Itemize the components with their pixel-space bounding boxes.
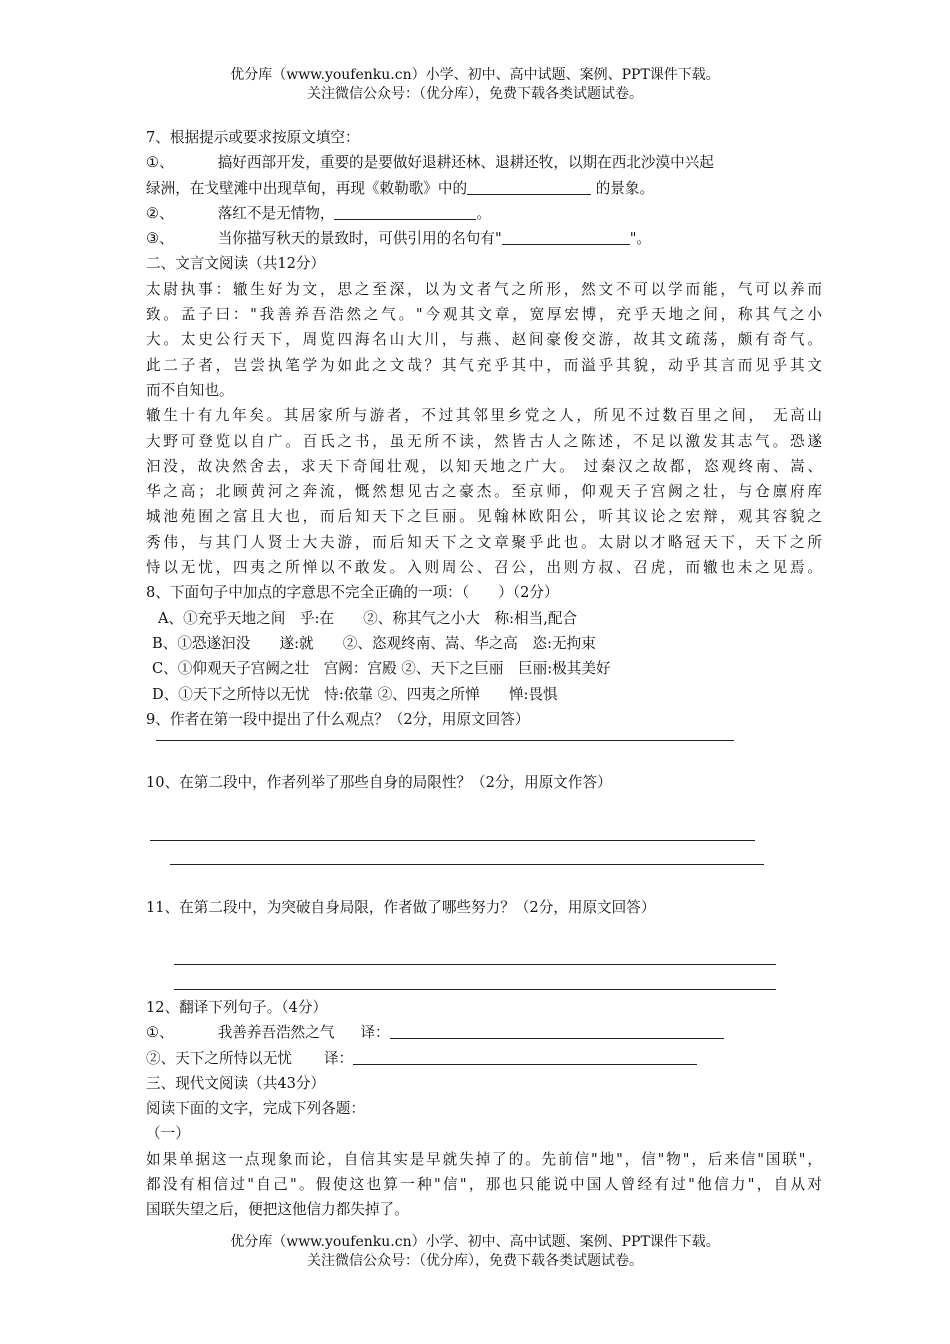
- q9-title: 9、作者在第一段中提出了什么观点？（2分，用原文回答）: [146, 710, 530, 728]
- q12-s1-answer[interactable]: [390, 1023, 724, 1039]
- q7-item-2-end: 。: [476, 204, 492, 222]
- q12-s1-text: 我善养吾浩然之气: [217, 1024, 335, 1042]
- q11-answer-line-1[interactable]: [174, 964, 776, 965]
- q11-block: [146, 895, 822, 920]
- passage2-line: 辙生十有九年矣。其居家所与游者，不过其邻里乡党之人，所见不过数百里之间， 无高山: [146, 407, 822, 425]
- header-line-1: 优分库（www.youfenku.cn）小学、初中、高中试题、案例、PPT课件下载。: [230, 67, 720, 83]
- modern-passage-line: 如果单据这一点现象而论，自信其实是早就失掉了的。先前信"地"，信"物"，后来信"国联"，: [146, 1150, 822, 1168]
- passage2-line: 华之高；北顾黄河之奔流，慨然想见古之豪杰。至京师，仰观天子宫阙之壮，与仓廪府库: [146, 483, 822, 501]
- q12-s2-text: ②、天下之所恃以无忧: [146, 1049, 292, 1067]
- q7-blank-2[interactable]: [334, 204, 476, 220]
- q12-sentence-2: [146, 1046, 822, 1071]
- passage1-line: 此二子者，岂尝执笔学为如此之文哉？其气充乎其中，而溢乎其貌，动乎其言而见乎其文: [146, 356, 822, 374]
- q7-blank-1[interactable]: [467, 179, 591, 195]
- q8-option-d: D、①天下之所恃以无忧 恃:依靠 ②、四夷之所惮 惮:畏惧: [152, 685, 558, 703]
- q11-answer-line-2[interactable]: [174, 989, 776, 990]
- section3-subtitle: （一）: [146, 1125, 190, 1143]
- q7-item-1-text: 搞好西部开发，重要的是要做好退耕还林、退耕还牧，以期在西北沙漠中兴起: [217, 154, 714, 172]
- q7-title: 7、根据提示或要求按原文填空：: [146, 129, 360, 146]
- q12-s1-num: ①、: [146, 1024, 174, 1042]
- q7-item-2-num: ②、: [146, 204, 174, 222]
- q10-answer-line-2[interactable]: [170, 864, 764, 865]
- q11-title: 11、在第二段中，为突破自身局限，作者做了哪些努力？（2分，用原文回答）: [146, 899, 656, 916]
- q7-item-1: [146, 150, 822, 175]
- passage2-line: 秀伟，与其门人贤士大夫游，而后知天下之文章聚乎此也。太尉以才略冠天下，天下之所: [146, 533, 822, 551]
- q8-option-a: A、①充乎天地之间 乎:在 ②、称其气之小大 称:相当,配合: [158, 609, 578, 627]
- q7-blank-3[interactable]: [502, 229, 630, 245]
- passage1-line: 而不自知也。: [146, 381, 234, 399]
- q8-option-c: C、①仰观天子宫阙之壮 宫阙：宫殿 ②、天下之巨丽 巨丽:极其美好: [152, 660, 611, 678]
- q7-item-3: [146, 226, 822, 251]
- q12-title: 12、翻译下列句子。（4分）: [146, 999, 328, 1016]
- q10-answer-line-1[interactable]: [150, 840, 755, 841]
- section3-instruction: 阅读下面的文字，完成下列各题：: [146, 1100, 365, 1118]
- passage2-line: 城池苑囿之富且大也，而后知天下之巨丽。见翰林欧阳公，听其议论之宏辩，观其容貌之: [146, 508, 822, 526]
- exam-content: [146, 125, 822, 732]
- q7-item-3-num: ③、: [146, 230, 174, 248]
- modern-passage-line: 国联失望之后，便把这他信力都失掉了。: [146, 1201, 409, 1219]
- passage1-line: 致。孟子曰："我善养吾浩然之气。"今观其文章，宽厚宏博，充乎天地之间，称其气之小: [146, 306, 822, 324]
- q7-item-3-end: "。: [629, 230, 651, 248]
- q12-s2-answer[interactable]: [353, 1049, 697, 1065]
- passage2-line: 汩没，故决然舍去，求天下奇闻壮观，以知天地之广大。 过秦汉之故都，恣观终南、嵩、: [146, 457, 822, 475]
- q9-answer-line[interactable]: [156, 740, 734, 741]
- passage2-line: 恃以无忧，四夷之所惮以不敢发。入则周公、召公，出则方叔、召虎，而辙也未之见焉。: [146, 559, 822, 577]
- header-line-2: 关注微信公众号：（优分库），免费下载各类试题试卷。: [307, 86, 643, 102]
- q10-title: 10、在第二段中，作者列举了那些自身的局限性？（2分，用原文作答）: [146, 774, 612, 791]
- q7-item-1-cont-a: 绿洲，在戈壁滩中出现草甸，再现《敕勒歌》中的: [146, 179, 468, 197]
- page-header: [0, 66, 950, 104]
- q7-item-2: [146, 201, 822, 226]
- passage1-line: 大。太史公行天下，周览四海名山大川，与燕、赵间豪俊交游，故其文疏荡，颇有奇气。: [146, 331, 822, 349]
- section2-title: 二、文言文阅读（共12分）: [146, 255, 326, 273]
- modern-passage-line: 都没有相信过"自己"。假使这也算一种"信"，那也只能说中国人曾经有过"他信力"，自从对: [146, 1176, 822, 1194]
- footer-line-1: 优分库（www.youfenku.cn）小学、初中、高中试题、案例、PPT课件下载。: [230, 1234, 720, 1250]
- passage2-line: 大野可登览以自广。百氏之书，虽无所不读，然皆古人之陈述，不足以激发其志气。恐遂: [146, 432, 822, 450]
- q10-block: [146, 770, 822, 795]
- q8-title: 8、下面句子中加点的字意思不完全正确的一项：（ ）（2分）: [146, 584, 559, 602]
- q7-item-1-num: ①、: [146, 154, 174, 172]
- page-footer: [0, 1233, 950, 1271]
- q12-s2-yi: 译：: [323, 1049, 354, 1067]
- passage1-line: 太尉执事：辙生好为文，思之至深，以为文者气之所形，然文不可以学而能，气可以养而: [146, 280, 822, 298]
- q12-and-section3: [146, 995, 822, 1223]
- section3-title: 三、现代文阅读（共43分）: [146, 1074, 326, 1092]
- q8-option-b: B、①恐遂汩没 遂:就 ②、恣观终南、嵩、华之高 恣:无拘束: [152, 634, 596, 652]
- q7-item-3-text: 当你描写秋天的景致时，可供引用的名句有": [217, 230, 502, 248]
- q7-item-1-cont: [146, 176, 822, 201]
- q7-item-1-cont-b: 的景象。: [591, 179, 655, 197]
- q7-item-2-text: 落红不是无情物，: [217, 204, 335, 222]
- q12-s1-yi: 译：: [360, 1024, 390, 1042]
- q12-sentence-1: [146, 1020, 822, 1045]
- footer-line-2: 关注微信公众号：（优分库），免费下载各类试题试卷。: [307, 1253, 643, 1269]
